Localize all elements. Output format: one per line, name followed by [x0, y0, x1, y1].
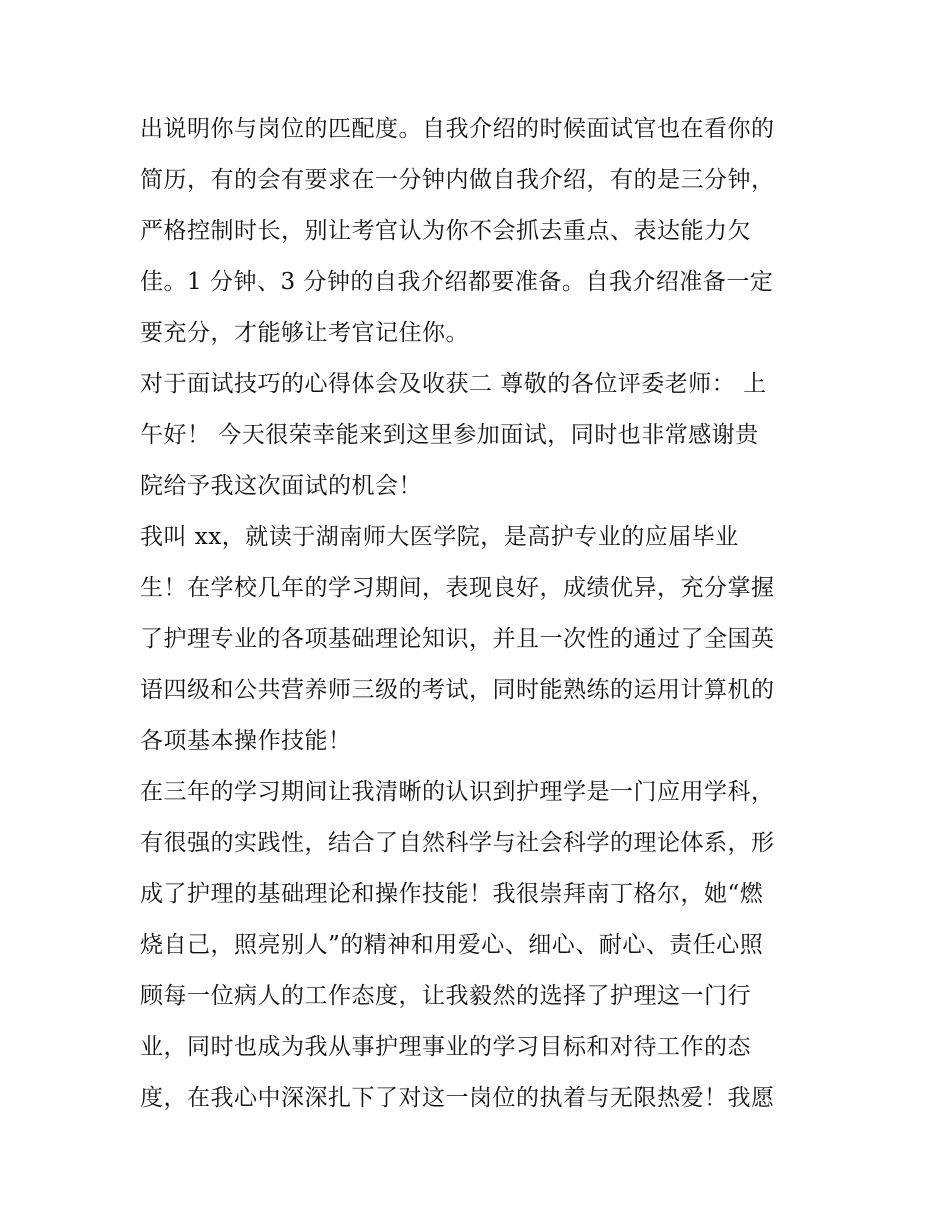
text-line: 在三年的学习期间让我清晰的认识到护理学是一门应用学科，: [140, 779, 775, 805]
text-line: 生！在学校几年的学习期间，表现良好，成绩优异，充分掌握: [140, 575, 775, 601]
text-line: 简历，有的会有要求在一分钟内做自我介绍，有的是三分钟，: [140, 167, 775, 193]
text-line: 院给予我这次面试的机会！: [140, 473, 422, 499]
text-line: 出说明你与岗位的匹配度。自我介绍的时候面试官也在看你的: [140, 116, 775, 142]
text-line: 午好！ 今天很荣幸能来到这里参加面试，同时也非常感谢贵: [140, 422, 759, 448]
text-line: 我叫 xx，就读于湖南师大医学院，是高护专业的应届毕业: [140, 524, 739, 550]
text-line: 度，在我心中深深扎下了对这一岗位的执着与无限热爱！我愿: [140, 1085, 775, 1111]
text-line: 要充分，才能够让考官记住你。: [140, 320, 469, 346]
text-line: 烧自己，照亮别人”的精神和用爱心、细心、耐心、责任心照: [140, 932, 764, 958]
text-line: 成了护理的基础理论和操作技能！我很崇拜南丁格尔，她“燃: [140, 881, 764, 907]
text-line: 各项基本操作技能！: [140, 728, 352, 754]
text-line: 业，同时也成为我从事护理事业的学习目标和对待工作的态: [140, 1034, 751, 1060]
text-line: 对于面试技巧的心得体会及收获二 尊敬的各位评委老师： 上: [140, 371, 767, 397]
text-line: 有很强的实践性，结合了自然科学与社会科学的理论体系，形: [140, 830, 775, 856]
text-line: 严格控制时长，别让考官认为你不会抓去重点、表达能力欠: [140, 218, 751, 244]
text-line: 顾每一位病人的工作态度，让我毅然的选择了护理这一门行: [140, 983, 751, 1009]
text-line: 佳。1 分钟、3 分钟的自我介绍都要准备。自我介绍准备一定: [140, 269, 774, 295]
text-line: 了护理专业的各项基础理论知识，并且一次性的通过了全国英: [140, 626, 775, 652]
text-line: 语四级和公共营养师三级的考试，同时能熟练的运用计算机的: [140, 677, 775, 703]
body-text: [140, 104, 820, 1124]
